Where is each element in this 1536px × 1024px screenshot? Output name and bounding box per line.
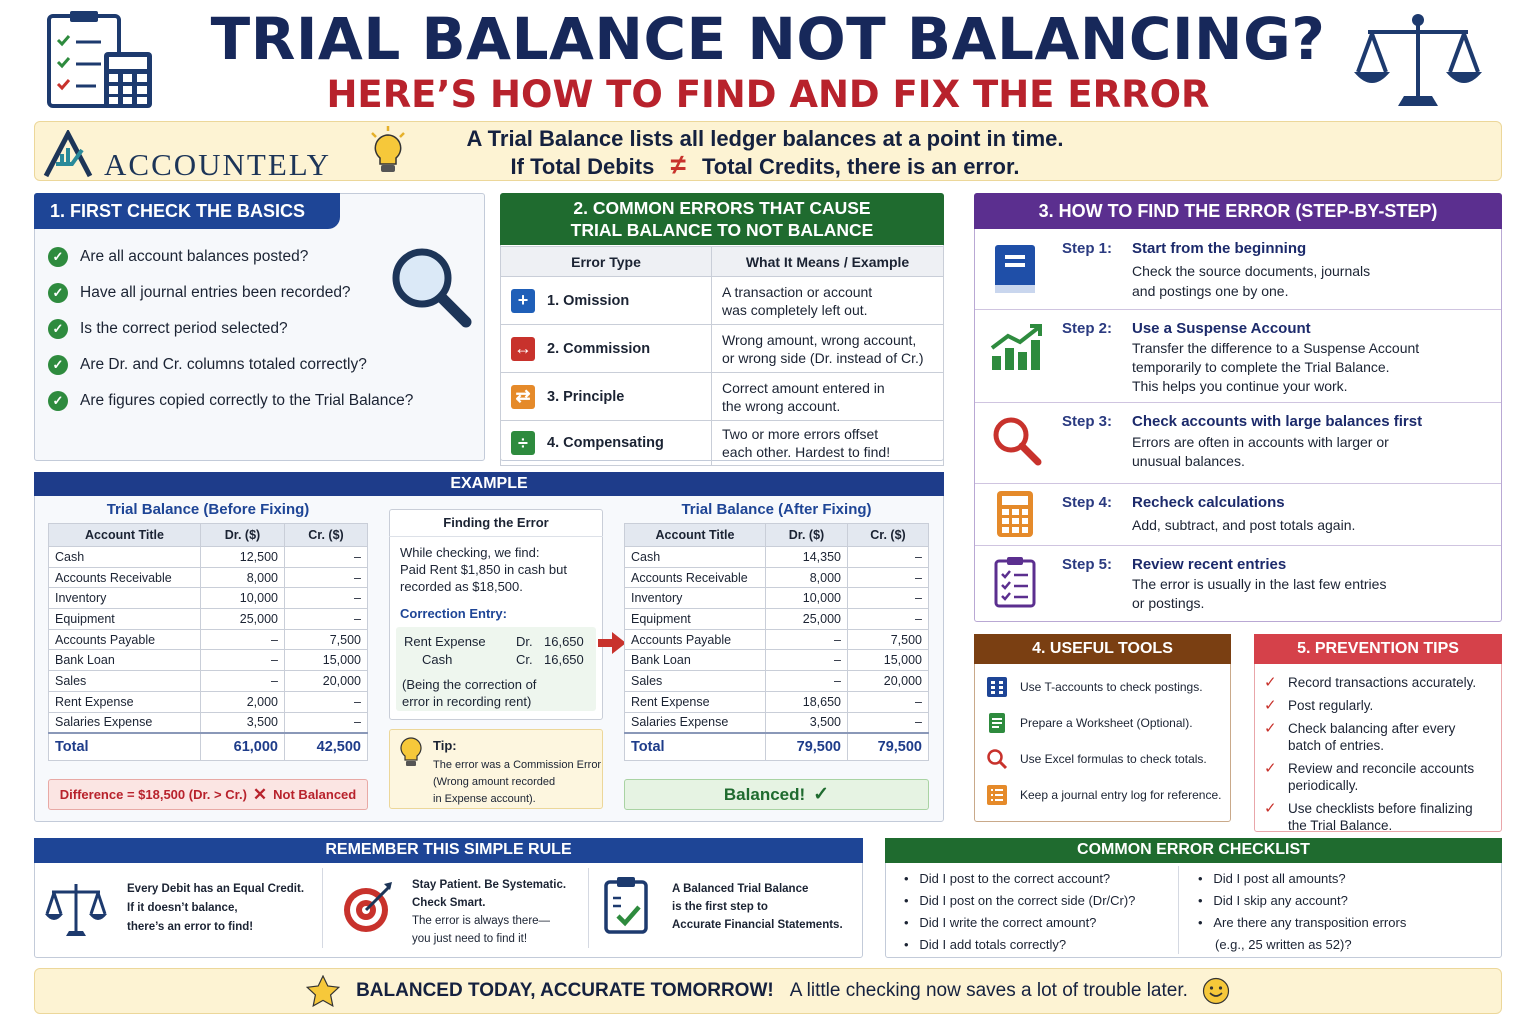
errors-col-meaning: What It Means / Example: [712, 247, 944, 277]
balanced-box: [624, 779, 929, 810]
footer-bold: BALANCED TODAY, ACCURATE TOMORROW!: [356, 980, 774, 1001]
step-desc: [1132, 575, 1386, 613]
before-table-header: [49, 524, 368, 547]
checklist-item: • Did I write the correct amount?: [904, 915, 1097, 930]
before-table: [48, 523, 368, 761]
lightbulb-icon: [368, 125, 408, 177]
divider: [322, 868, 323, 948]
tool-item: [986, 777, 1231, 813]
tip-line: (Wrong amount recorded: [433, 776, 556, 788]
star-icon: [306, 975, 340, 1007]
checklist-left: [904, 868, 1174, 956]
scales-icon: [44, 880, 108, 938]
account-cell: Sales: [625, 671, 766, 692]
step-desc-line: unusual balances.: [1132, 453, 1245, 469]
after-table-header: [625, 524, 929, 547]
errors-title-line-2: TRIAL BALANCE TO NOT BALANCE: [570, 220, 874, 240]
step-desc-line: Transfer the difference to a Suspense Account: [1132, 340, 1420, 356]
tool-text: Use T-accounts to check postings.: [1020, 680, 1203, 694]
prevention-line: Check balancing after every: [1288, 721, 1456, 736]
checklist-text: Did I post to the correct account?: [919, 871, 1111, 886]
entry-debit-side: Dr.: [516, 634, 533, 649]
cr-cell: –: [285, 691, 368, 712]
step-desc-line: and postings one by one.: [1132, 283, 1289, 299]
checklist-text: Are there any transposition errors: [1213, 915, 1407, 930]
worksheet-icon: [986, 712, 1008, 734]
smiley-icon: [1202, 977, 1230, 1005]
total-row: [49, 733, 368, 761]
account-cell: Cash: [625, 547, 766, 568]
basics-item: [48, 347, 448, 383]
checklist-item: • Did I post on the correct side (Dr/Cr)?: [904, 893, 1136, 908]
prevention-line: the Trial Balance.: [1288, 818, 1393, 833]
checklist-text: Did I add totals correctly?: [919, 937, 1067, 952]
account-cell: Accounts Payable: [625, 629, 766, 650]
prevention-item: [1264, 720, 1500, 754]
footer-banner: [34, 968, 1502, 1014]
tip-label: Tip:: [433, 738, 457, 753]
finding-title: Finding the Error: [389, 515, 603, 537]
table-row: [625, 650, 929, 671]
entry-note-line: error in recording rent): [402, 694, 532, 709]
col-account: Account Title: [49, 524, 201, 547]
total-label: Total: [49, 733, 201, 761]
check-icon: ✓: [48, 391, 68, 411]
cr-cell: –: [848, 609, 929, 630]
checklist-text: Did I post all amounts?: [1213, 871, 1346, 886]
rule-line: Stay Patient. Be Systematic.: [412, 879, 567, 891]
table-row: [49, 671, 368, 692]
error-type: 1. Omission: [547, 292, 630, 309]
step-desc-line: This helps you continue your work.: [1132, 378, 1348, 394]
example-header: [34, 472, 944, 496]
checklist-text: Did I write the correct amount?: [919, 915, 1097, 930]
basics-title: 1. FIRST CHECK THE BASICS: [50, 200, 306, 221]
table-row: [49, 588, 368, 609]
checklist-item: • Did I post to the correct account?: [904, 871, 1111, 886]
table-row: [49, 650, 368, 671]
cr-cell: –: [285, 567, 368, 588]
tools-list: [986, 669, 1231, 813]
check-icon: ✓: [48, 247, 68, 267]
magnifier-icon: [388, 244, 472, 328]
t-account-icon: [986, 676, 1008, 698]
step-label: Step 4:: [1062, 494, 1113, 511]
steps-header: [974, 193, 1502, 229]
rule-line: The error is always there—: [412, 915, 551, 927]
tool-text: Prepare a Worksheet (Optional).: [1020, 716, 1193, 730]
arrow-right-icon: [598, 632, 626, 654]
checklist-right: [1198, 868, 1498, 956]
cr-cell: –: [285, 588, 368, 609]
rule-line: A Balanced Trial Balance: [672, 883, 809, 895]
tools-header: [974, 634, 1231, 664]
total-label: Total: [625, 733, 766, 761]
basics-header: [34, 193, 340, 229]
swap-icon: ↔: [511, 337, 535, 361]
entry-credit-side: Cr.: [516, 652, 533, 667]
table-row: [49, 567, 368, 588]
account-cell: Accounts Receivable: [625, 567, 766, 588]
table-row: [625, 609, 929, 630]
book-icon: [993, 243, 1039, 295]
finding-text: [400, 544, 567, 595]
dr-cell: –: [766, 629, 848, 650]
difference-text: Difference = $18,500 (Dr. > Cr.): [59, 787, 247, 802]
basics-item-text: Have all journal entries been recorded?: [80, 284, 351, 301]
tool-item: [986, 669, 1231, 705]
brand-name: ACCOUNTELY: [104, 147, 331, 182]
list-icon: [986, 784, 1008, 806]
col-cr: Cr. ($): [848, 524, 929, 547]
step-desc-line: or postings.: [1132, 595, 1205, 611]
prevention-line: batch of entries.: [1288, 738, 1385, 753]
basics-item-text: Is the correct period selected?: [80, 320, 288, 337]
intro-line-2-a: If Total Debits: [510, 154, 655, 179]
step-desc-line: temporarily to complete the Trial Balance.: [1132, 359, 1390, 375]
steps-title: 3. HOW TO FIND THE ERROR (STEP-BY-STEP): [1038, 201, 1438, 221]
dr-cell: –: [766, 650, 848, 671]
step-desc: [1132, 339, 1419, 396]
dr-cell: 2,000: [201, 691, 285, 712]
errors-col-type: Error Type: [501, 247, 712, 277]
rule-line: you just need to find it!: [412, 933, 528, 945]
step-label: Step 1:: [1062, 240, 1113, 257]
step-desc: [1132, 261, 1370, 301]
step-label: Step 2:: [1062, 320, 1113, 337]
errors-title-line-1: 2. COMMON ERRORS THAT CAUSE: [573, 198, 871, 218]
table-row: [625, 691, 929, 712]
exchange-icon: ⇄: [511, 385, 535, 409]
prevention-item: [1264, 760, 1500, 794]
account-cell: Sales: [49, 671, 201, 692]
prevention-list: [1264, 674, 1500, 834]
plus-icon: +: [511, 289, 535, 313]
step-label: Step 3:: [1062, 413, 1113, 430]
intro-line-2-b: Total Credits, there is an error.: [701, 154, 1020, 179]
check-icon: ✓: [813, 784, 830, 805]
table-row: [625, 547, 929, 568]
rule-line: Check Smart.: [412, 897, 486, 909]
tool-text: Use Excel formulas to check totals.: [1020, 752, 1207, 766]
prevention-line: periodically.: [1288, 778, 1359, 793]
checklist-text: (e.g., 25 written as 52)?: [1215, 937, 1352, 952]
errors-table: [500, 246, 944, 466]
entry-note-line: (Being the correction of: [402, 677, 537, 692]
accountely-logo-icon: [42, 130, 104, 178]
clipboard-check-icon: [604, 876, 648, 934]
table-row: [625, 567, 929, 588]
entry-debit-account: Rent Expense: [404, 634, 486, 649]
checklist-icon: [994, 556, 1036, 608]
error-row-commission: [501, 325, 944, 373]
step-desc-line: Add, subtract, and post totals again.: [1132, 517, 1356, 533]
step-title: Start from the beginning: [1132, 240, 1307, 257]
step-desc-line: Check the source documents, journals: [1132, 263, 1371, 279]
account-cell: Bank Loan: [49, 650, 201, 671]
cr-cell: –: [285, 547, 368, 568]
checklist-item: [1198, 934, 1498, 956]
prevention-line: Use checklists before finalizing: [1288, 801, 1473, 816]
dr-cell: 8,000: [766, 567, 848, 588]
step-title: Recheck calculations: [1132, 494, 1285, 511]
cr-cell: –: [848, 547, 929, 568]
checklist-text: Did I post on the correct side (Dr/Cr)?: [919, 893, 1136, 908]
cr-cell: 7,500: [848, 629, 929, 650]
tool-text: Keep a journal entry log for reference.: [1020, 788, 1222, 802]
rule-col-1: [127, 880, 304, 937]
balanced-text: Balanced!: [723, 784, 806, 804]
step-desc: [1132, 433, 1389, 471]
tip-line: in Expense account).: [433, 793, 536, 805]
rule-line: is the first step to: [672, 901, 768, 913]
target-icon: [340, 880, 396, 936]
account-cell: Accounts Payable: [49, 629, 201, 650]
checklist-header: [885, 838, 1502, 863]
entry-credit-amount: 16,650: [544, 652, 584, 667]
rule-line: Accurate Financial Statements.: [672, 919, 843, 931]
not-balanced-text: Not Balanced: [273, 787, 357, 802]
tool-item: [986, 741, 1231, 777]
error-type: 4. Compensating: [547, 434, 664, 451]
account-cell: Equipment: [49, 609, 201, 630]
check-circle-icon: ✓: [1264, 800, 1277, 817]
account-cell: Salaries Expense: [49, 712, 201, 733]
tools-title: 4. USEFUL TOOLS: [1032, 640, 1173, 657]
table-row: [49, 609, 368, 630]
prevention-item: [1264, 800, 1500, 834]
step-desc-line: The error is usually in the last few entries: [1132, 576, 1387, 592]
checklist-item: • Are there any transposition errors: [1198, 915, 1407, 930]
cr-cell: 20,000: [285, 671, 368, 692]
dr-cell: 25,000: [201, 609, 285, 630]
table-row: [625, 671, 929, 692]
account-cell: Bank Loan: [625, 650, 766, 671]
total-dr: 79,500: [766, 733, 848, 761]
correction-label: Correction Entry:: [400, 606, 507, 621]
divider: [1178, 866, 1179, 954]
scales-icon: [1352, 10, 1484, 110]
prevention-title: 5. PREVENTION TIPS: [1297, 640, 1459, 657]
cr-cell: 20,000: [848, 671, 929, 692]
cr-cell: 15,000: [285, 650, 368, 671]
check-icon: ✓: [48, 283, 68, 303]
divide-icon: ÷: [511, 431, 535, 455]
finding-line: Paid Rent $1,850 in cash but: [400, 562, 567, 577]
cr-cell: 15,000: [848, 650, 929, 671]
example-title: EXAMPLE: [450, 475, 528, 492]
step-title: Check accounts with large balances first: [1132, 413, 1423, 430]
search-icon: [986, 748, 1008, 770]
error-row-principle: [501, 373, 944, 421]
after-table: [624, 523, 929, 761]
rule-col-3: [672, 880, 843, 934]
step-desc: [1132, 515, 1355, 535]
checklist-item: • Did I add totals correctly?: [904, 937, 1067, 952]
entry-debit-amount: 16,650: [544, 634, 584, 649]
prevention-item: [1264, 674, 1500, 691]
page-subtitle: HERE’S HOW TO FIND AND FIX THE ERROR: [326, 73, 1210, 116]
lightbulb-icon: [398, 736, 424, 770]
dr-cell: 3,500: [201, 712, 285, 733]
cr-cell: 7,500: [285, 629, 368, 650]
rule-col-2: [412, 876, 566, 948]
total-row: [625, 733, 929, 761]
check-circle-icon: ✓: [1264, 760, 1277, 777]
error-type: 3. Principle: [547, 388, 625, 405]
before-table-title: Trial Balance (Before Fixing): [106, 501, 310, 518]
check-circle-icon: ✓: [1264, 674, 1277, 691]
cr-cell: –: [848, 567, 929, 588]
checklist-item: • Did I skip any account?: [1198, 893, 1348, 908]
basics-item-text: Are Dr. and Cr. columns totaled correctly?: [80, 356, 367, 373]
checklist-text: Did I skip any account?: [1213, 893, 1348, 908]
cr-cell: –: [848, 588, 929, 609]
page-title: TRIAL BALANCE NOT BALANCING?: [210, 5, 1326, 73]
intro-line-1: A Trial Balance lists all ledger balances at a point in time.: [466, 126, 1064, 151]
check-circle-icon: ✓: [1264, 697, 1277, 714]
error-desc: Two or more errors offset: [722, 426, 879, 442]
prevention-header: [1254, 634, 1502, 664]
dr-cell: 3,500: [766, 712, 848, 733]
total-cr: 79,500: [848, 733, 929, 761]
finding-line: While checking, we find:: [400, 545, 540, 560]
dr-cell: 10,000: [766, 588, 848, 609]
account-cell: Cash: [49, 547, 201, 568]
rule-line: there’s an error to find!: [127, 921, 254, 933]
error-desc: Correct amount entered in: [722, 379, 885, 396]
prevention-item: [1264, 697, 1500, 714]
prevention-line: Post regularly.: [1288, 698, 1374, 713]
table-row: [49, 629, 368, 650]
table-row: [49, 712, 368, 733]
step-title: Use a Suspense Account: [1132, 320, 1311, 337]
step-label: Step 5:: [1062, 556, 1113, 573]
rule-line: If it doesn’t balance,: [127, 902, 238, 914]
divider: [588, 868, 589, 948]
col-account: Account Title: [625, 524, 766, 547]
checklist-title: COMMON ERROR CHECKLIST: [1077, 841, 1310, 858]
finding-line: recorded as $18,500.: [400, 579, 523, 594]
dr-cell: –: [201, 671, 285, 692]
table-row: [625, 629, 929, 650]
check-icon: ✓: [48, 355, 68, 375]
dr-cell: –: [201, 629, 285, 650]
footer-text: A little checking now saves a lot of trouble later.: [789, 980, 1188, 1001]
table-row: [49, 691, 368, 712]
table-row: [625, 588, 929, 609]
errors-table-header: [501, 247, 944, 277]
col-dr: Dr. ($): [766, 524, 848, 547]
error-row-compensating: [501, 421, 944, 466]
check-icon: ✓: [48, 319, 68, 339]
errors-header: [500, 193, 944, 245]
cr-cell: –: [285, 609, 368, 630]
basics-item-text: Are all account balances posted?: [80, 248, 309, 265]
dr-cell: 10,000: [201, 588, 285, 609]
tip-text: [433, 757, 601, 808]
calculator-icon: [996, 490, 1034, 538]
basics-item: [48, 383, 448, 419]
difference-box: [48, 779, 368, 810]
cross-icon: ✕: [252, 784, 268, 804]
prevention-line: Review and reconcile accounts: [1288, 761, 1475, 776]
account-cell: Rent Expense: [625, 691, 766, 712]
error-desc: or wrong side (Dr. instead of Cr.): [722, 349, 924, 366]
dr-cell: –: [201, 650, 285, 671]
col-dr: Dr. ($): [201, 524, 285, 547]
total-cr: 42,500: [285, 733, 368, 761]
after-table-title: Trial Balance (After Fixing): [681, 501, 872, 518]
cr-cell: –: [848, 712, 929, 733]
error-desc: A transaction or account: [722, 283, 873, 300]
rule-title: REMEMBER THIS SIMPLE RULE: [325, 841, 572, 858]
entry-note: [402, 676, 536, 710]
error-desc: Wrong amount, wrong account,: [722, 331, 917, 348]
dr-cell: –: [766, 671, 848, 692]
account-cell: Inventory: [625, 588, 766, 609]
step-title: Review recent entries: [1132, 556, 1287, 573]
rule-line: Every Debit has an Equal Credit.: [127, 883, 305, 895]
account-cell: Salaries Expense: [625, 712, 766, 733]
table-row: [625, 712, 929, 733]
error-row-omission: [501, 277, 944, 325]
tip-line: The error was a Commission Error: [433, 759, 602, 771]
rule-header: [34, 838, 863, 863]
dr-cell: 18,650: [766, 691, 848, 712]
col-cr: Cr. ($): [285, 524, 368, 547]
tool-item: [986, 705, 1231, 741]
cr-cell: –: [848, 691, 929, 712]
growth-chart-icon: [990, 324, 1044, 372]
dr-cell: 14,350: [766, 547, 848, 568]
basics-item-text: Are figures copied correctly to the Trial Balance?: [80, 392, 414, 409]
cr-cell: –: [285, 712, 368, 733]
error-desc: each other. Hardest to find!: [722, 444, 891, 460]
total-dr: 61,000: [201, 733, 285, 761]
step-desc-line: Errors are often in accounts with larger or: [1132, 434, 1389, 450]
account-cell: Rent Expense: [49, 691, 201, 712]
checklist-item: • Did I post all amounts?: [1198, 871, 1346, 886]
account-cell: Equipment: [625, 609, 766, 630]
dr-cell: 12,500: [201, 547, 285, 568]
intro-line-2: [440, 149, 1090, 180]
account-cell: Accounts Receivable: [49, 567, 201, 588]
entry-credit-account: Cash: [422, 652, 453, 667]
dr-cell: 8,000: [201, 567, 285, 588]
prevention-line: Record transactions accurately.: [1288, 675, 1477, 690]
magnifier-icon: [990, 414, 1042, 466]
check-circle-icon: ✓: [1264, 720, 1277, 737]
not-equal-symbol: ≠: [670, 149, 686, 180]
error-desc: was completely left out.: [722, 301, 868, 318]
error-desc: the wrong account.: [722, 397, 841, 414]
error-type: 2. Commission: [547, 340, 651, 357]
dr-cell: 25,000: [766, 609, 848, 630]
account-cell: Inventory: [49, 588, 201, 609]
table-row: [49, 547, 368, 568]
